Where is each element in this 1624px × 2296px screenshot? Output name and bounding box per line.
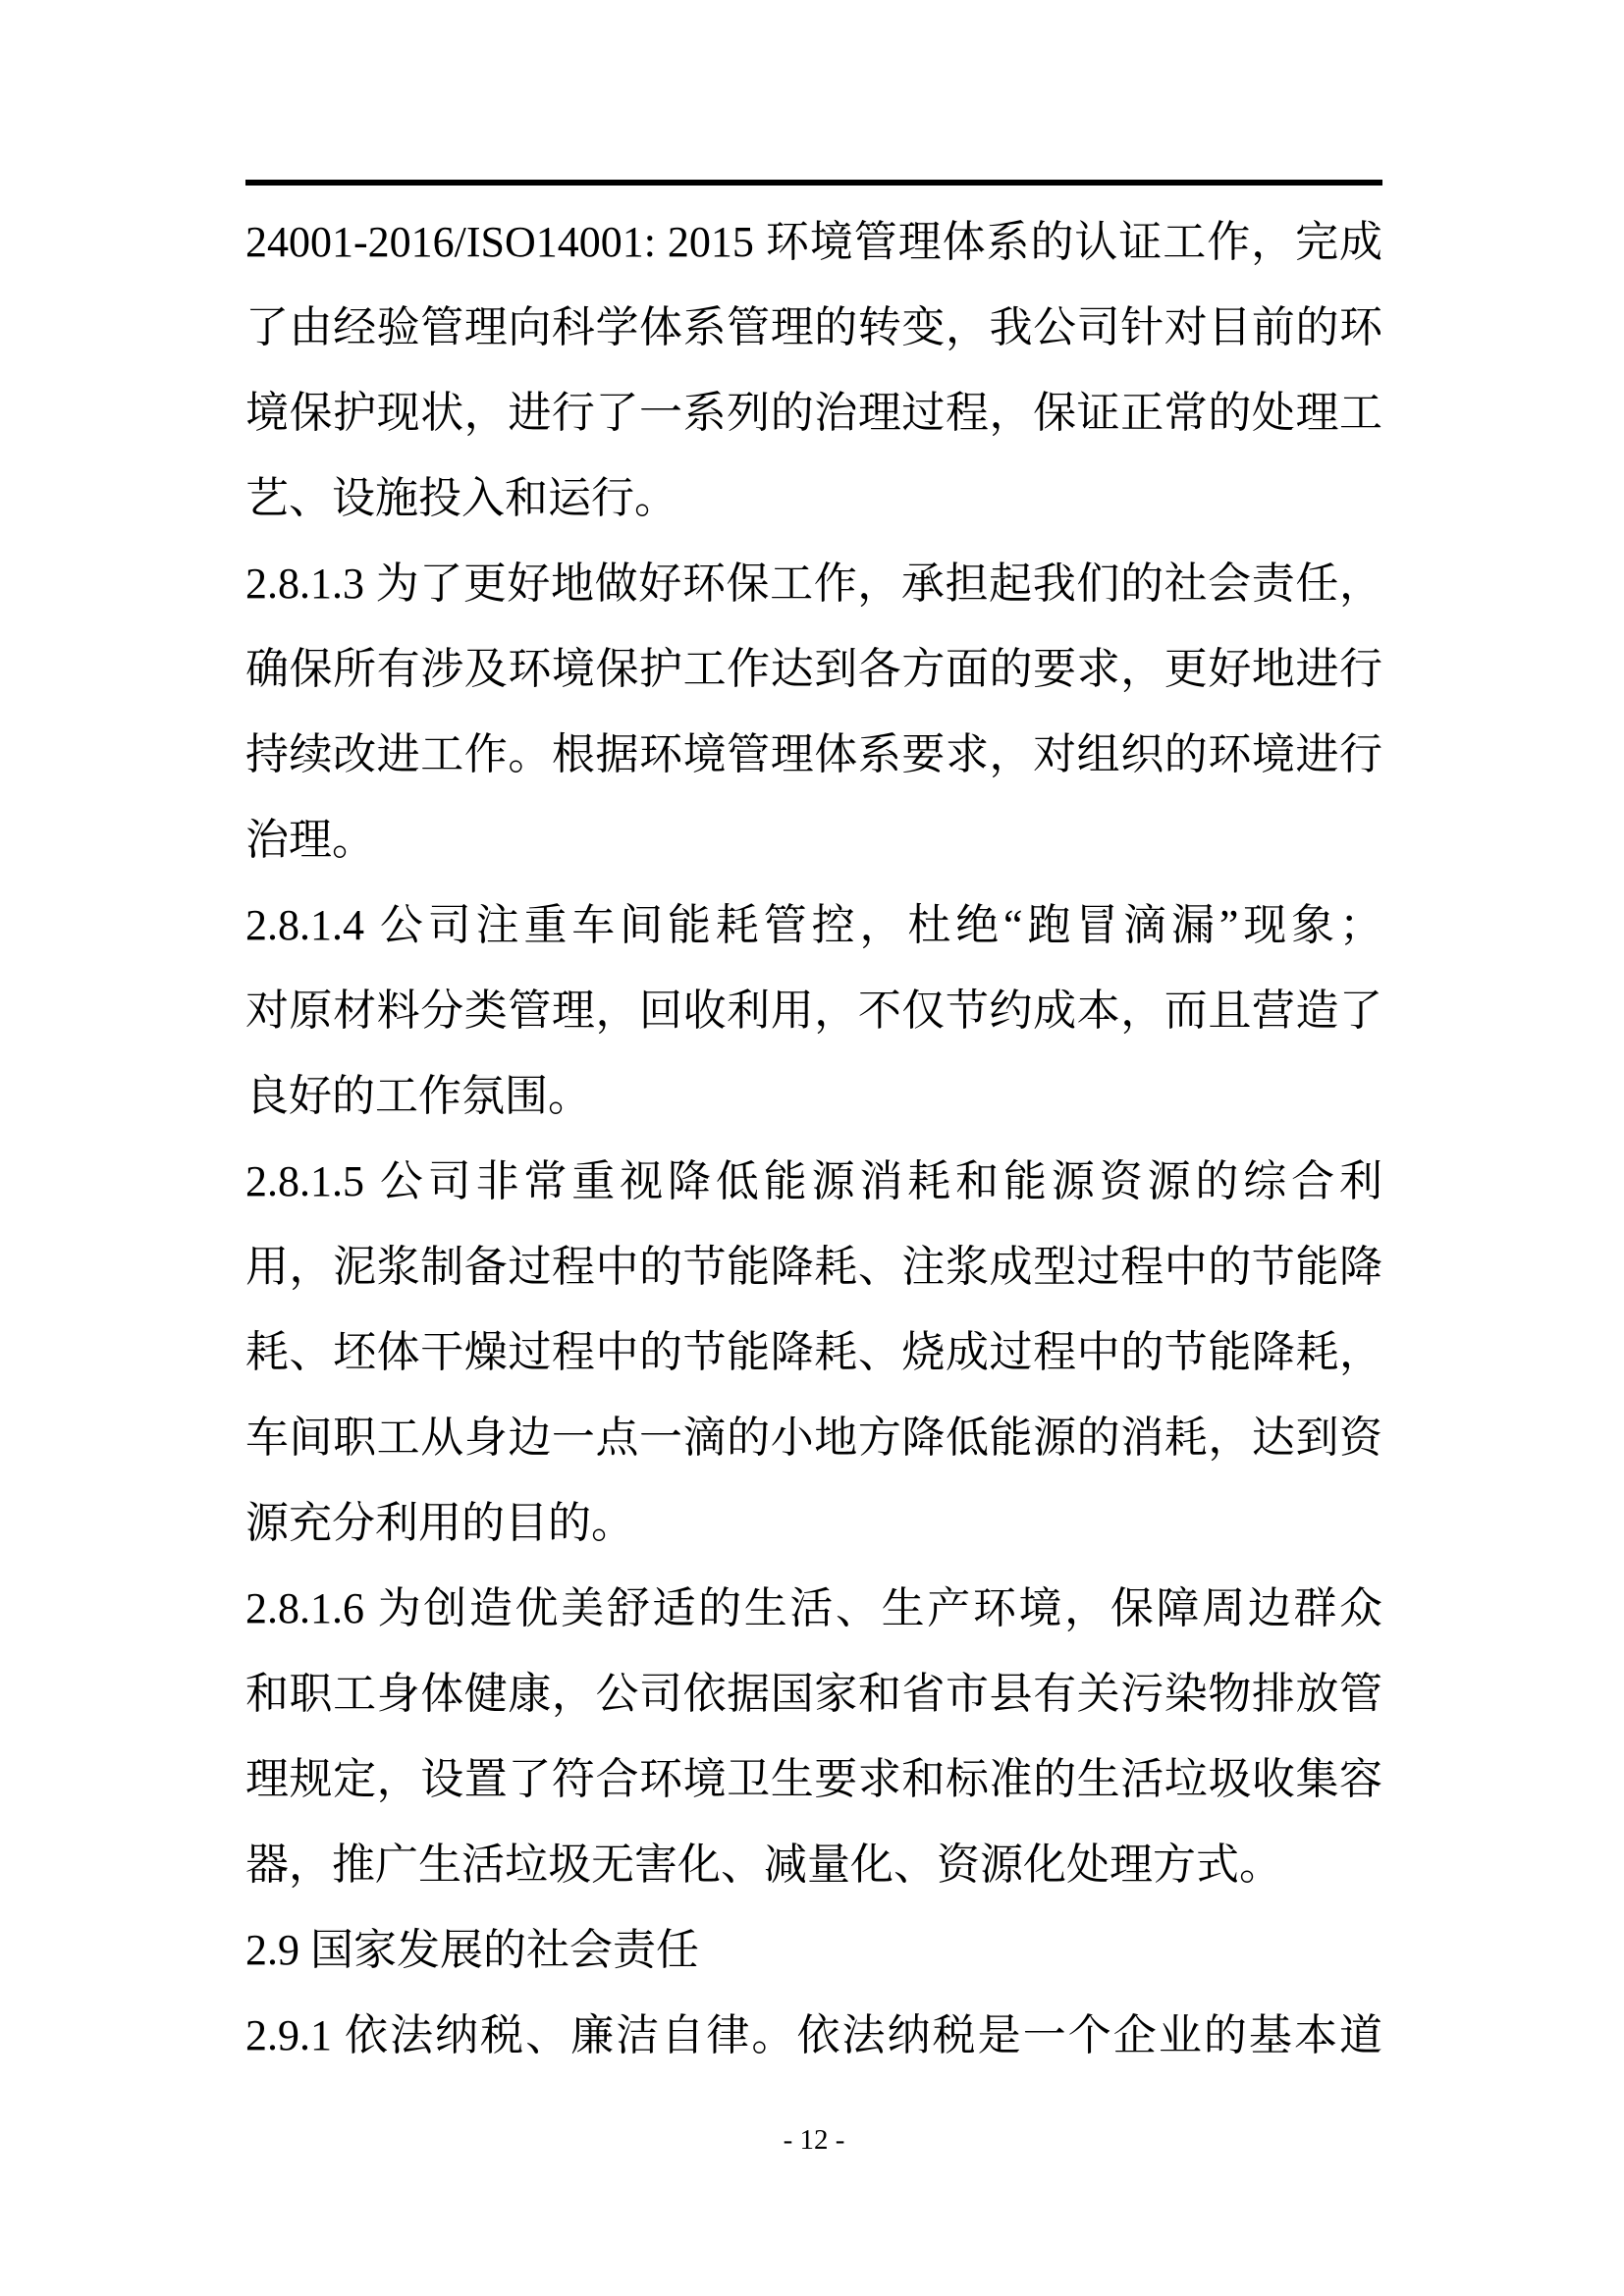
text-line: 2.8.1.6 为创造优美舒适的生活、生产环境，保障周边群众 [245,1584,1382,1632]
text-line: 2.8.1.5 公司非常重视降低能源消耗和能源资源的综合利 [245,1157,1382,1205]
text-line: 持续改进工作。根据环境管理体系要求，对组织的环境进行 [245,730,1382,778]
text-line: 治理。 [245,816,375,864]
text-line: 24001-2016/ISO14001: 2015 环境管理体系的认证工作，完成 [245,218,1382,266]
document-body [245,199,1382,2078]
text-line: 用，泥浆制备过程中的节能降耗、注浆成型过程中的节能降 [245,1243,1382,1291]
text-line: 境保护现状，进行了一系列的治理过程，保证正常的处理工 [245,389,1382,437]
text-line: 耗、坯体干燥过程中的节能降耗、烧成过程中的节能降耗， [245,1328,1382,1376]
text-line: 2.9 国家发展的社会责任 [245,1926,699,1974]
text-line: 2.9.1 依法纳税、廉洁自律。依法纳税是一个企业的基本道 [245,2011,1382,2059]
page-number: - 12 - [783,2124,845,2156]
header-rule [245,180,1382,186]
text-line: 和职工身体健康，公司依据国家和省市县有关污染物排放管 [245,1670,1382,1718]
text-line: 确保所有涉及环境保护工作达到各方面的要求，更好地进行 [245,645,1382,693]
text-line: 车间职工从身边一点一滴的小地方降低能源的消耗，达到资 [245,1414,1382,1462]
text-line: 2.8.1.4 公司注重车间能耗管控，杜绝“跑冒滴漏”现象； [245,901,1382,949]
text-line: 良好的工作氛围。 [245,1072,591,1120]
text-line: 器，推广生活垃圾无害化、减量化、资源化处理方式。 [245,1841,1282,1889]
text-line: 艺、设施投入和运行。 [245,474,677,522]
text-line: 源充分利用的目的。 [245,1499,634,1547]
text-line: 了由经验管理向科学体系管理的转变，我公司针对目前的环 [245,303,1382,351]
text-line: 理规定，设置了符合环境卫生要求和标准的生活垃圾收集容 [245,1755,1382,1803]
text-line: 2.8.1.3 为了更好地做好环保工作，承担起我们的社会责任， [245,560,1382,608]
text-line: 对原材料分类管理，回收利用，不仅节约成本，而且营造了 [245,987,1382,1035]
